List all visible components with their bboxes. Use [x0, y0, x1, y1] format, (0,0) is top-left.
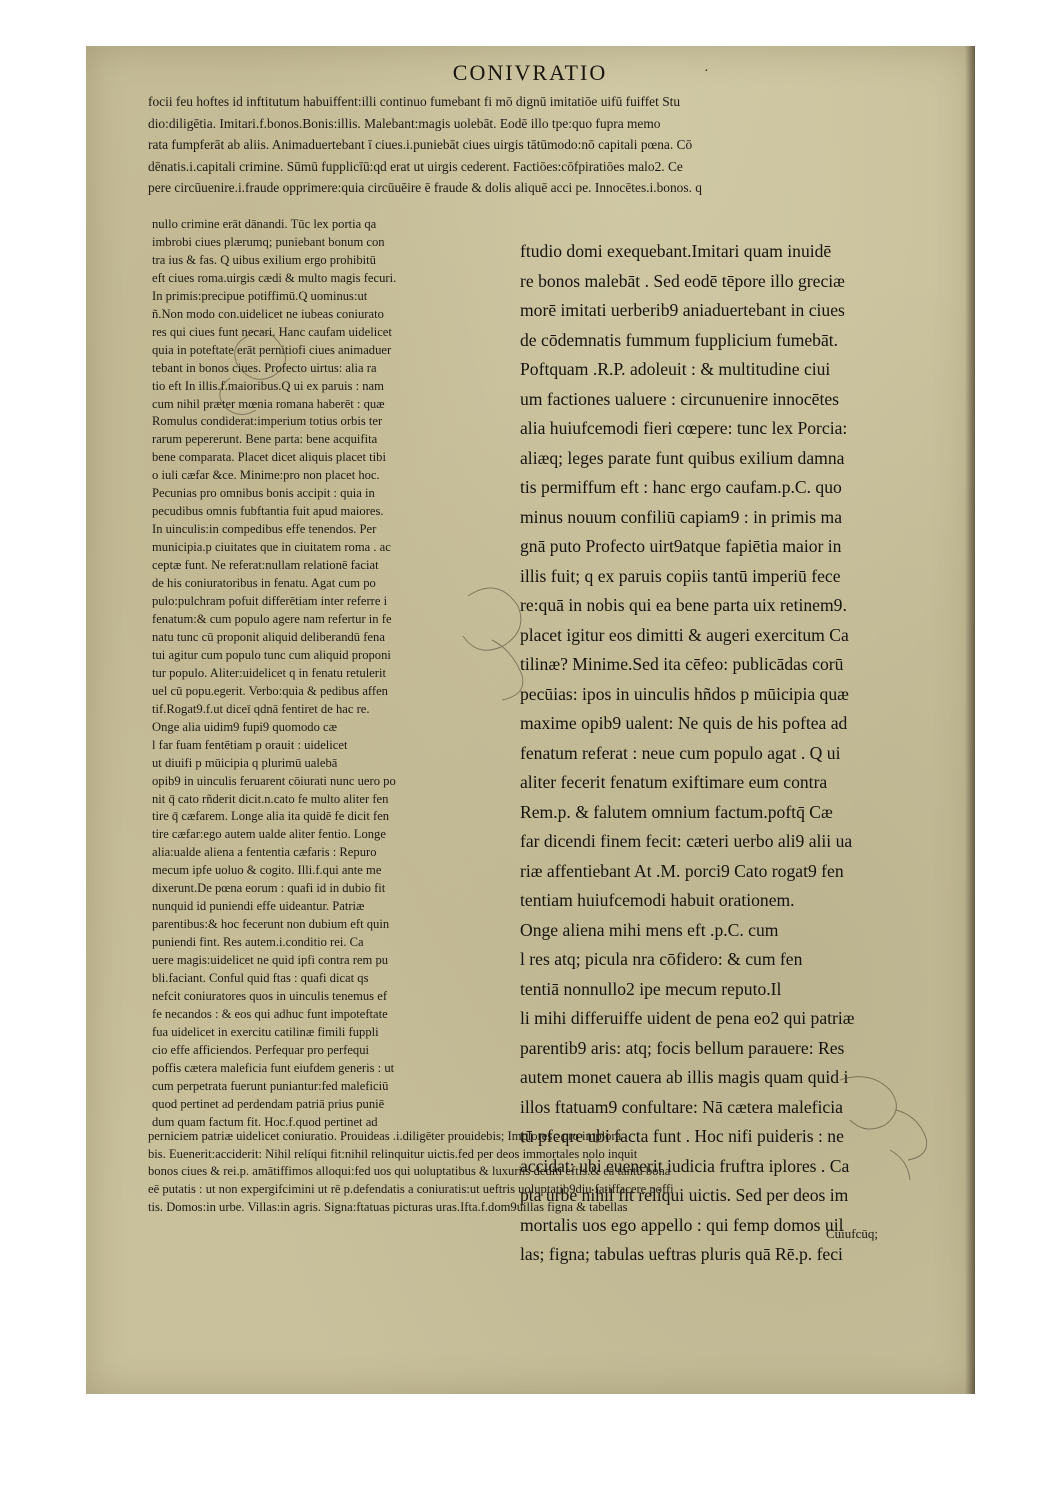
commentary-line: rata fumpferāt ab aliis. Animaduertebant ī ciues.i.puniebāt ciues uirgis tātūmodo:nō capitali pœna. Cō	[148, 137, 693, 152]
text-line: um factiones ualuere : circunuenire innocētes	[520, 388, 839, 409]
commentary-line: dēnatis.i.capitali crimine. Sūmū fupplicīū:qd erat ut uirgis cederent. Factiōes:cōfpiratiōes malo2. Ce	[148, 158, 683, 174]
commentary-left-column	[152, 216, 505, 1132]
commentary-line: uel cū popu.egerit. Verbo:quia & pedibus affen	[152, 683, 388, 698]
commentary-line: poffis cætera maleficia funt eiufdem generis : ut	[152, 1060, 395, 1075]
text-line: tentiā nonnullo2 ipe mecum reputo.Il	[520, 978, 782, 999]
commentary-line: tur populo. Aliter:uidelicet q in fenatu retulerit	[152, 665, 386, 680]
commentary-line: In primis:precipue potiffimū.Q uominus:ut	[152, 288, 368, 303]
commentary-line: cum perpetrata fuerunt puniantur:fed maleficiū	[152, 1078, 389, 1093]
commentary-line: eē putatis : ut non expergifcimini ut rē p.defendatis a coniuratis:ut ueftris uoluptatib9diu fatiffacere poffi	[148, 1182, 674, 1197]
commentary-line: parentibus:& hoc fecerunt non dubium eft quin	[152, 917, 390, 932]
text-line: alia huiufcemodi fieri cœpere: tunc lex Porcia:	[520, 418, 848, 438]
commentary-line: bis. Euenerit:acciderit: Nihil relíqui fit:nihil relinquitur uictis.fed per deos immortales nolo inquit	[148, 1146, 638, 1161]
text-line: placet igitur eos dimitti & augeri exercitum Ca	[520, 624, 849, 645]
text-line: tilinæ? Minime.Sed ita cēfeo: publicādas corū	[520, 654, 844, 674]
commentary-line: fenatum:& cum populo agere nam refertur in fe	[152, 611, 392, 626]
text-line: autem monet cauera ab illis magis quam quid i	[520, 1067, 849, 1087]
commentary-line: ceptæ funt. Ne referat:nullam relationē faciat	[152, 558, 379, 573]
commentary-line: tire cæfar:ego autem ualde aliter fentio. Longe	[152, 827, 386, 842]
commentary-line: nunquid id puniendi effe uideantur. Patriæ	[152, 899, 365, 914]
commentary-line: bli.faciant. Conful quid ftas : quafi dicat qs	[152, 971, 369, 986]
commentary-line: Romulus condiderat:imperium totius orbis ter	[152, 414, 383, 429]
commentary-line: bene comparata. Placet dicet aliquis placet tibi	[152, 450, 386, 465]
text-line: re:quā in nobis qui ea bene parta uix retinem9.	[520, 595, 847, 615]
text-line: Rem.p. & falutem omnium factum.poftq̄ Cæ	[520, 801, 833, 822]
commentary-line: pecudibus omnis fubftantia fuit apud maiores.	[152, 504, 384, 519]
commentary-line: uere magis:uidelicet ne quid ipfi contra rem pu	[152, 953, 389, 968]
catchword: Cuiufcūq;	[826, 1226, 878, 1241]
text-line: ftudio domi exequebant.Imitari quam inuidē	[520, 241, 832, 261]
commentary-line: pere circūuenire.i.fraude opprimere:quia circūuēire ē fraude & dolis aliquē acci pe. Innocētes.i.bonos. q	[148, 180, 702, 195]
commentary-line: res qui ciues funt necari. Hanc caufam uidelicet	[152, 324, 392, 339]
commentary-line: perniciem patriæ uidelicet coniuratio. Prouideas .i.diligēter prouidebis; Implores : pro implora	[148, 1129, 622, 1143]
commentary-line: bonos ciues & rei.p. amātiffimos alloqui:fed uos qui uoluptatibus & luxuriis dediti eftis.& ea tantū bona	[148, 1164, 671, 1179]
text-line: gnā puto Profecto uirt9atque fapiētia maior in	[520, 536, 842, 556]
commentary-line: fua uidelicet in exercitu catilinæ fimili fuppli	[152, 1024, 379, 1039]
commentary-line: Onge alia uidim9 fupi9 quomodo cæ	[152, 719, 338, 734]
text-line: Poftquam .R.P. adoleuit : & multitudine ciui	[520, 359, 831, 379]
page-edge-shadow	[965, 46, 975, 1394]
commentary-line: ut diuifi p mūicipia q plurimū ualebā	[152, 755, 338, 770]
text-line: aliæq; leges parate funt quibus exilium damna	[520, 447, 845, 468]
text-line: Onge aliena mihi mens eft .p.C. cum	[520, 919, 779, 940]
running-header: CONIVRATIO	[452, 60, 608, 85]
commentary-line: dixerunt.De pœna eorum : quafi id in dubio fit	[152, 881, 386, 896]
commentary-line: opib9 in uinculis feruarent cōiurati nunc uero po	[152, 773, 396, 788]
commentary-line: natu tunc cū proponit aliquid deliberandū fena	[152, 629, 385, 644]
text-line: l res atq; picula nra cōfidero: & cum fen	[520, 949, 803, 969]
commentary-bottom	[148, 1128, 923, 1217]
text-line: parentib9 aris: atq; focis bellum parauere: Res	[520, 1037, 845, 1058]
commentary-line: rarum pepererunt. Bene parta: bene acquifita	[152, 432, 378, 447]
text-line: maxime opib9 ualent: Ne quis de his poftea ad	[520, 713, 848, 733]
commentary-line: ñ.Non modo con.uidelicet ne iubeas coniurato	[152, 306, 384, 321]
text-line: tis permiffum eft : hanc ergo caufam.p.C. quo	[520, 477, 842, 497]
text-line: illos ftatuam9 confultare: Nā cætera maleficia	[520, 1096, 843, 1117]
commentary-line: nullo crimine erāt dānandi. Tūc lex portia qa	[152, 217, 377, 231]
text-line: illis fuit; q ex paruis copiis tantū imperiū fece	[520, 565, 841, 586]
commentary-line: eft ciues roma.uirgis cædi & multo magis fecuri.	[152, 270, 397, 285]
commentary-line: tif.Rogat9.f.ut diceī qdnā fentiret de hac re.	[152, 701, 370, 716]
commentary-line: quia in poteftate erāt pernitiofi ciues animaduer	[152, 342, 392, 357]
text-line: far dicendi finem fecit: cæteri uerbo ali9 alii ua	[520, 831, 853, 851]
header-mark: ·	[704, 64, 709, 79]
commentary-line: dum quam factum fit. Hoc.f.quod pertinet ad	[152, 1114, 378, 1129]
text-line: minus nouum confiliū capiam9 : in primis ma	[520, 506, 843, 527]
text-line: fenatum referat : neue cum populo agat . Q ui	[520, 742, 841, 763]
commentary-line: imbrobi ciues plærumq; puniebant bonum con	[152, 234, 385, 249]
commentary-line: tire q̄ cæfarem. Longe alia ita quidē fe dicit fen	[152, 809, 390, 824]
main-text-column	[520, 237, 905, 1270]
commentary-line: tra ius & fas. Q uibus exilium ergo prohibitū	[152, 252, 376, 267]
text-line: pta urbe nihil fit reliqui uictis. Sed per deos im	[520, 1185, 849, 1205]
commentary-line: o iuli cæfar &ce. Minime:pro non placet hoc.	[152, 468, 380, 483]
commentary-line: mecum ipfe uoluo & cogito. Illi.f.qui ante me	[152, 863, 382, 878]
text-line: aliter fecerit fenatum exiftimare eum contra	[520, 772, 828, 792]
commentary-line: puniendi fint. Res autem.i.conditio rei. Ca	[152, 935, 364, 950]
commentary-line: Pecunias pro omnibus bonis accipit : quia in	[152, 486, 375, 501]
text-line: de cōdemnatis fummum fupplicium fumebāt.	[520, 329, 839, 350]
commentary-line: focii feu hoftes id inftitutum habuiffent:illi continuo fumebant fi mō dignū imitatiōe uifū fuiffet Stu	[148, 94, 681, 109]
text-line: morē imitati uerberib9 aniaduertebant in ciues	[520, 300, 845, 320]
commentary-line: pulo:pulchram pofuit differētiam inter referre i	[152, 594, 388, 609]
commentary-line: tio eft In illis.f.maioribus.Q ui ex paruis : nam	[152, 378, 384, 393]
commentary-top	[148, 91, 896, 199]
text-line: li mihi differuiffe uident de pena eo2 qui patriæ	[520, 1008, 855, 1028]
commentary-line: tebant in bonos ciues. Profecto uirtus: alia ra	[152, 360, 377, 375]
commentary-line: municipia.p ciuitates que in ciuitatem roma . ac	[152, 540, 391, 555]
text-line: las; figna; tabulas ueftras pluris quā Rē.p. feci	[520, 1244, 843, 1264]
commentary-line: l far fuam fentētiam p orauit : uidelicet	[152, 737, 348, 752]
commentary-line: fe necandos : & eos qui adhuc funt impoteftate	[152, 1006, 388, 1021]
commentary-line: de his coniuratoribus in fenatu. Agat cum po	[152, 576, 376, 591]
commentary-line: In uinculis:in compedibus effe tenendos. Per	[152, 522, 377, 537]
commentary-line: tui agitur cum populo tunc cum aliquid proponi	[152, 647, 391, 662]
commentary-line: alia:ualde aliena a fententia cæfaris : Repuro	[152, 845, 377, 860]
commentary-line: cio effe afficiendos. Perfequar pro perfequi	[152, 1042, 370, 1057]
text-line: pecūias: ipos in uinculis hñdos p mūicipia quæ	[520, 683, 849, 704]
text-line: accidat: ubi euenerit iudicia fruftra iplores . Ca	[520, 1155, 850, 1176]
text-line: tentiam huiufcemodi habuit orationem.	[520, 890, 795, 910]
commentary-line: quod pertinet ad perdendam patriā prius puniē	[152, 1096, 385, 1111]
text-line: riæ affentiebant At .M. porci9 Cato rogat9 fen	[520, 860, 844, 881]
commentary-line: cum nihil præter mœnia romana haberēt : quæ	[152, 396, 385, 411]
commentary-line: dio:diligētia. Imitari.f.bonos.Bonis:illis. Malebant:magis uolebāt. Eodē illo tpe:quo fupra memo	[148, 115, 661, 131]
commentary-line: nit q̄ cato rñderit dicit.n.cato fe multo aliter fen	[152, 791, 389, 806]
text-line: tū pfeqre ubi facta funt . Hoc nifi puideris : ne	[520, 1126, 844, 1146]
text-line: mortalis uos ego appello : qui femp domos uil	[520, 1214, 844, 1235]
text-line: re bonos malebāt . Sed eodē tēpore illo greciæ	[520, 270, 845, 291]
commentary-line: nefcit coniuratores quos in uinculis tenemus ef	[152, 988, 388, 1003]
commentary-line: tis. Domos:in urbe. Villas:in agris. Signa:ftatuas picturas uras.Ifta.f.dom9uillas figna & tabellas	[148, 1199, 628, 1214]
